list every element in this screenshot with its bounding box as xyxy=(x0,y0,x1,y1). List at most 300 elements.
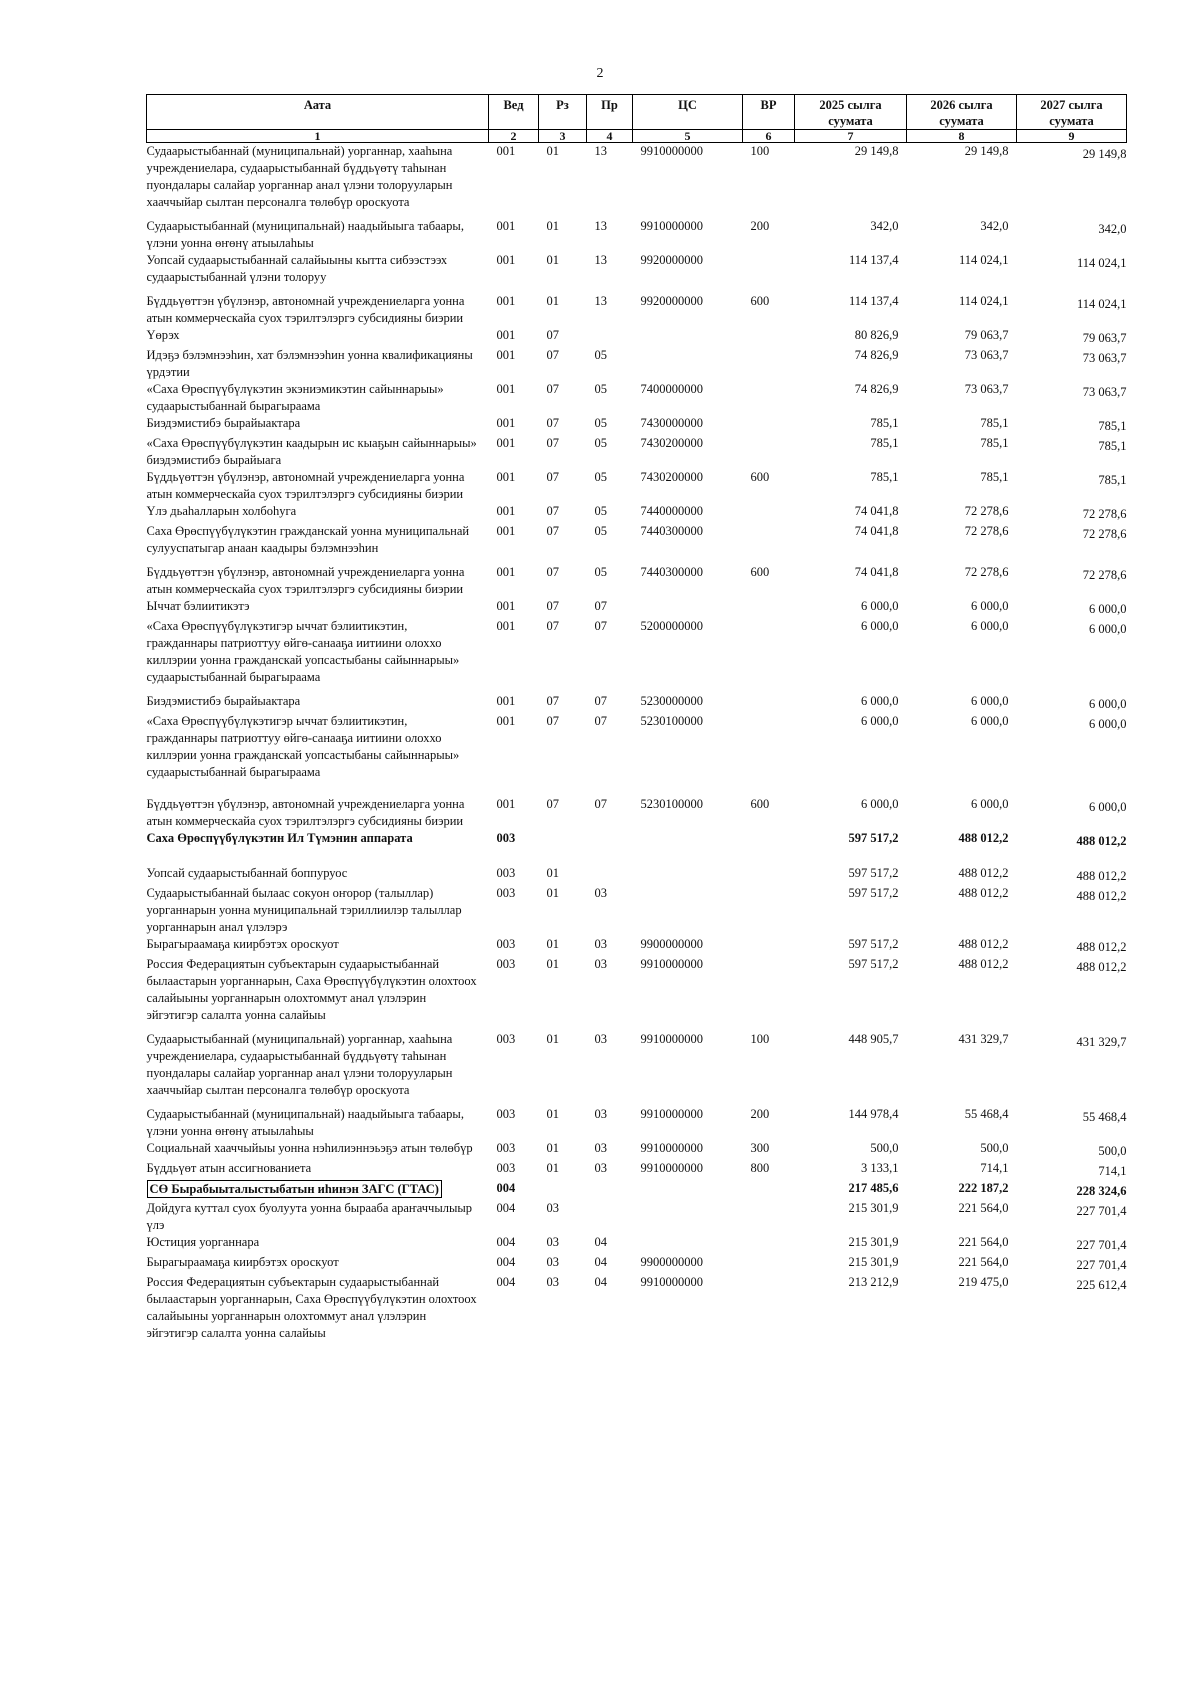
row-vr xyxy=(743,503,795,523)
row-name: Уопсай судаарыстыбаннай боппуруос xyxy=(146,866,348,880)
row-amount-2027: 785,1 xyxy=(1098,419,1127,433)
row-rz: 03 xyxy=(546,1235,559,1249)
row-ved: 004 xyxy=(496,1201,516,1215)
row-ved: 001 xyxy=(496,599,516,613)
row-amount-2027: 228 324,6 xyxy=(1076,1184,1127,1198)
row-cs: 9910000000 xyxy=(640,1141,703,1155)
row-name: Бырагыраамаҕа киирбэтэх ороскуот xyxy=(146,937,339,951)
row-name: Юстиция уорганнара xyxy=(146,1235,260,1249)
row-ved: 001 xyxy=(496,565,516,579)
table-row xyxy=(147,936,1127,956)
table-row xyxy=(147,830,1127,865)
row-ved: 001 xyxy=(496,144,516,158)
row-name: Идэҕэ бэлэмнээһин, хат бэлэмнээһин уонна квалификацияны үрдэтии xyxy=(146,348,473,379)
row-amount-2026: 431 329,7 xyxy=(958,1032,1009,1046)
row-pr: 05 xyxy=(594,565,607,579)
table-row xyxy=(147,865,1127,885)
row-name: Судаарыстыбаннай (муниципальнай) наадыйыыга табаары, үлэни уонна өҥөнү атыылаһыы xyxy=(146,1107,464,1138)
row-amount-2025: 3 133,1 xyxy=(861,1161,899,1175)
row-ved: 001 xyxy=(496,416,516,430)
row-cs: 9910000000 xyxy=(640,1161,703,1175)
row-rz: 01 xyxy=(546,1107,559,1121)
column-number: 5 xyxy=(633,130,743,143)
table-row xyxy=(147,1274,1127,1342)
row-ved: 004 xyxy=(496,1255,516,1269)
row-cs: 9920000000 xyxy=(640,294,703,308)
row-amount-2026: 114 024,1 xyxy=(958,294,1009,308)
row-pr xyxy=(587,1180,633,1200)
table-row xyxy=(147,503,1127,523)
row-amount-2026: 72 278,6 xyxy=(964,524,1009,538)
row-amount-2027: 488 012,2 xyxy=(1076,869,1127,883)
row-rz: 07 xyxy=(546,599,559,613)
row-amount-2025: 342,0 xyxy=(870,219,899,233)
row-amount-2025: 114 137,4 xyxy=(848,294,899,308)
table-row xyxy=(147,713,1127,796)
table-row xyxy=(147,1200,1127,1234)
row-rz: 03 xyxy=(546,1201,559,1215)
table-row xyxy=(147,693,1127,713)
row-amount-2027: 114 024,1 xyxy=(1076,297,1127,311)
row-pr: 04 xyxy=(594,1235,607,1249)
row-amount-2027: 73 063,7 xyxy=(1082,351,1127,365)
row-pr: 03 xyxy=(594,1161,607,1175)
row-ved: 003 xyxy=(496,866,516,880)
row-vr xyxy=(743,435,795,469)
table-row xyxy=(147,381,1127,415)
row-amount-2025: 785,1 xyxy=(870,470,899,484)
row-rz: 07 xyxy=(546,565,559,579)
row-amount-2026: 488 012,2 xyxy=(958,886,1009,900)
row-cs: 9910000000 xyxy=(640,1032,703,1046)
table-row xyxy=(147,252,1127,293)
row-amount-2027: 55 468,4 xyxy=(1082,1110,1127,1124)
table-row xyxy=(147,618,1127,693)
row-cs xyxy=(633,885,743,936)
row-amount-2025: 500,0 xyxy=(870,1141,899,1155)
row-vr xyxy=(743,1180,795,1200)
row-amount-2027: 79 063,7 xyxy=(1082,331,1127,345)
row-amount-2025: 448 905,7 xyxy=(848,1032,899,1046)
row-amount-2027: 6 000,0 xyxy=(1089,602,1127,616)
row-amount-2025: 74 826,9 xyxy=(854,382,899,396)
row-vr xyxy=(743,713,795,796)
row-amount-2027: 714,1 xyxy=(1098,1164,1127,1178)
row-amount-2026: 221 564,0 xyxy=(958,1235,1009,1249)
row-pr: 03 xyxy=(594,957,607,971)
row-name: Судаарыстыбаннай (муниципальнай) уорганнар, хааһына учреждениелара, судаарыстыбаннай бүддьүөтү таһынан пуондалары салайар уорганнар анал үлэни толорууларын хааччыйар сылтан персоналга төлөбүр ороскуота xyxy=(146,1032,453,1097)
row-vr xyxy=(743,1200,795,1234)
table-row xyxy=(147,469,1127,503)
row-amount-2026: 6 000,0 xyxy=(971,714,1009,728)
row-name: Бүддьүөт атын ассигнованиета xyxy=(146,1161,312,1175)
header-pr: Пр xyxy=(587,95,633,130)
row-cs: 5230100000 xyxy=(640,797,703,811)
row-rz xyxy=(539,1180,587,1200)
row-vr xyxy=(743,956,795,1031)
row-ved: 004 xyxy=(496,1181,516,1195)
row-pr: 04 xyxy=(594,1275,607,1289)
row-cs: 7400000000 xyxy=(640,382,703,396)
row-amount-2026: 6 000,0 xyxy=(971,619,1009,633)
row-rz: 01 xyxy=(546,294,559,308)
row-pr: 04 xyxy=(594,1255,607,1269)
row-rz: 01 xyxy=(546,866,559,880)
row-name: Бырагыраамаҕа киирбэтэх ороскуот xyxy=(146,1255,339,1269)
row-pr: 05 xyxy=(594,348,607,362)
row-ved: 003 xyxy=(496,937,516,951)
row-vr xyxy=(743,327,795,347)
row-vr xyxy=(743,693,795,713)
row-rz: 01 xyxy=(546,957,559,971)
row-amount-2026: 219 475,0 xyxy=(958,1275,1009,1289)
row-vr xyxy=(743,598,795,618)
row-amount-2027: 6 000,0 xyxy=(1089,800,1127,814)
table-row xyxy=(147,327,1127,347)
row-pr: 05 xyxy=(594,436,607,450)
row-cs xyxy=(633,327,743,347)
row-amount-2025: 215 301,9 xyxy=(848,1235,899,1249)
row-name: Саха Өрөспүүбүлүкэтин гражданскай уонна муниципальнай сулууспатыгар анаан каадыры бэлэмнээһин xyxy=(146,524,470,555)
row-pr: 03 xyxy=(594,937,607,951)
row-rz: 01 xyxy=(546,1032,559,1046)
table-row xyxy=(147,1234,1127,1254)
row-vr: 200 xyxy=(750,219,770,233)
row-ved: 003 xyxy=(496,957,516,971)
row-vr xyxy=(743,1274,795,1342)
row-amount-2027: 488 012,2 xyxy=(1076,960,1127,974)
row-name: Бүддьүөттэн үбүлэнэр, автономнай учреждениеларга уонна атын коммерческайа суох тэрилтэлэргэ субсидияны биэрии xyxy=(146,565,465,596)
header-2027: 2027 сылга суумата xyxy=(1017,95,1127,130)
row-pr: 05 xyxy=(594,524,607,538)
header-name: Аата xyxy=(147,95,489,130)
row-amount-2027: 785,1 xyxy=(1098,473,1127,487)
table-row xyxy=(147,347,1127,381)
row-ved: 001 xyxy=(496,504,516,518)
row-amount-2025: 80 826,9 xyxy=(854,328,899,342)
row-vr: 600 xyxy=(750,565,770,579)
row-amount-2025: 215 301,9 xyxy=(848,1201,899,1215)
row-cs: 9910000000 xyxy=(640,1107,703,1121)
row-name: Саха Өрөспүүбүлүкэтин Ил Түмэнин аппарата xyxy=(146,831,413,845)
column-number: 2 xyxy=(489,130,539,143)
row-rz: 01 xyxy=(546,219,559,233)
row-amount-2027: 227 701,4 xyxy=(1076,1258,1127,1272)
row-vr xyxy=(743,415,795,435)
table-row xyxy=(147,796,1127,830)
row-pr: 05 xyxy=(594,416,607,430)
row-amount-2025: 114 137,4 xyxy=(848,253,899,267)
row-pr xyxy=(587,830,633,865)
table-header-row xyxy=(147,95,1127,130)
table-row xyxy=(147,1180,1127,1200)
table-row xyxy=(147,218,1127,252)
row-pr: 13 xyxy=(594,144,607,158)
row-amount-2025: 6 000,0 xyxy=(861,714,899,728)
row-pr: 05 xyxy=(594,504,607,518)
row-ved: 001 xyxy=(496,294,516,308)
row-amount-2025: 144 978,4 xyxy=(848,1107,899,1121)
row-amount-2027: 500,0 xyxy=(1098,1144,1127,1158)
table-row xyxy=(147,1106,1127,1140)
row-vr: 600 xyxy=(750,797,770,811)
header-vr: ВР xyxy=(743,95,795,130)
row-vr xyxy=(743,523,795,564)
header-2025: 2025 сылга суумата xyxy=(795,95,907,130)
row-pr: 07 xyxy=(594,599,607,613)
row-amount-2027: 227 701,4 xyxy=(1076,1238,1127,1252)
row-amount-2027: 342,0 xyxy=(1098,222,1127,236)
row-name: Ыччат бэлиитикэтэ xyxy=(146,599,250,613)
row-pr: 05 xyxy=(594,470,607,484)
column-number: 3 xyxy=(539,130,587,143)
row-cs xyxy=(633,1180,743,1200)
row-amount-2026: 488 012,2 xyxy=(958,831,1009,845)
row-amount-2026: 29 149,8 xyxy=(964,144,1009,158)
row-amount-2025: 217 485,6 xyxy=(848,1181,899,1195)
column-number: 9 xyxy=(1017,130,1127,143)
row-rz: 07 xyxy=(546,328,559,342)
row-cs: 9910000000 xyxy=(640,219,703,233)
column-number: 1 xyxy=(147,130,489,143)
row-pr: 13 xyxy=(594,219,607,233)
column-number: 6 xyxy=(743,130,795,143)
row-name: Бүддьүөттэн үбүлэнэр, автономнай учреждениеларга уонна атын коммерческайа суох тэрилтэлэргэ субсидияны биэрии xyxy=(146,294,465,325)
row-rz: 07 xyxy=(546,797,559,811)
row-name: СӨ Бырабыыталыстыбатын иһинэн ЗАГС (ГТАС) xyxy=(147,1180,442,1198)
row-amount-2025: 215 301,9 xyxy=(848,1255,899,1269)
row-cs: 9920000000 xyxy=(640,253,703,267)
row-pr xyxy=(587,327,633,347)
row-name: Үөрэх xyxy=(146,328,180,342)
row-cs xyxy=(633,598,743,618)
row-amount-2026: 73 063,7 xyxy=(964,382,1009,396)
row-ved: 004 xyxy=(496,1235,516,1249)
row-rz xyxy=(539,830,587,865)
row-amount-2026: 221 564,0 xyxy=(958,1255,1009,1269)
row-amount-2027: 227 701,4 xyxy=(1076,1204,1127,1218)
row-rz: 07 xyxy=(546,382,559,396)
row-name: Судаарыстыбаннай былаас сокуон оҥорор (талыллар) уорганнарын уонна муниципальнай тэриллиилэр талыллар уорганнарын анал үлэлэрэ xyxy=(146,886,462,934)
budget-table xyxy=(146,94,1127,1342)
row-vr xyxy=(743,936,795,956)
row-rz: 07 xyxy=(546,348,559,362)
row-vr xyxy=(743,347,795,381)
row-pr: 03 xyxy=(594,1141,607,1155)
row-cs: 9900000000 xyxy=(640,1255,703,1269)
row-vr xyxy=(743,618,795,693)
row-cs xyxy=(633,830,743,865)
row-amount-2027: 72 278,6 xyxy=(1082,568,1127,582)
row-name: Россия Федерациятын субъектарын судаарыстыбаннай былаастарын уорганнарын, Саха Өрөспүүбүлүкэтин олохтоох салайыыны уорганнарын олохтоммут анал үлэлэрин эйгэтигэр салалта уонна салайыы xyxy=(146,957,477,1022)
row-cs xyxy=(633,1200,743,1234)
row-vr: 100 xyxy=(750,144,770,158)
row-rz: 07 xyxy=(546,504,559,518)
row-amount-2025: 74 826,9 xyxy=(854,348,899,362)
row-amount-2026: 114 024,1 xyxy=(958,253,1009,267)
row-pr: 07 xyxy=(594,714,607,728)
row-ved: 001 xyxy=(496,253,516,267)
row-ved: 003 xyxy=(496,886,516,900)
header-rz: Рз xyxy=(539,95,587,130)
row-rz: 03 xyxy=(546,1275,559,1289)
row-name: Судаарыстыбаннай (муниципальнай) наадыйыыга табаары, үлэни уонна өҥөнү атыылаһыы xyxy=(146,219,464,250)
row-name: Уопсай судаарыстыбаннай салайыыны кытта сибээстээх судаарыстыбаннай үлэни толоруу xyxy=(146,253,448,284)
column-number-row xyxy=(147,130,1127,143)
row-amount-2026: 79 063,7 xyxy=(964,328,1009,342)
row-cs: 9910000000 xyxy=(640,144,703,158)
table-row xyxy=(147,1254,1127,1274)
row-amount-2025: 597 517,2 xyxy=(848,831,899,845)
row-pr xyxy=(587,1200,633,1234)
row-rz: 07 xyxy=(546,714,559,728)
row-ved: 001 xyxy=(496,436,516,450)
table-row xyxy=(147,956,1127,1031)
row-amount-2026: 785,1 xyxy=(980,470,1009,484)
row-amount-2025: 74 041,8 xyxy=(854,524,899,538)
row-amount-2027: 785,1 xyxy=(1098,439,1127,453)
row-amount-2025: 29 149,8 xyxy=(854,144,899,158)
row-pr: 13 xyxy=(594,253,607,267)
row-rz: 07 xyxy=(546,416,559,430)
row-ved: 001 xyxy=(496,348,516,362)
table-row xyxy=(147,143,1127,219)
row-amount-2025: 6 000,0 xyxy=(861,694,899,708)
row-name: Биэдэмистибэ бырайыактара xyxy=(146,416,301,430)
row-cs xyxy=(633,347,743,381)
row-cs: 5230100000 xyxy=(640,714,703,728)
row-name-cell xyxy=(147,1180,489,1200)
row-amount-2025: 6 000,0 xyxy=(861,797,899,811)
row-cs xyxy=(633,1234,743,1254)
row-vr: 600 xyxy=(750,470,770,484)
row-vr xyxy=(743,865,795,885)
row-rz: 07 xyxy=(546,524,559,538)
row-vr xyxy=(743,1234,795,1254)
row-amount-2026: 221 564,0 xyxy=(958,1201,1009,1215)
table-row xyxy=(147,598,1127,618)
row-ved: 001 xyxy=(496,714,516,728)
row-name: «Саха Өрөспүүбүлүкэтигэр ыччат бэлиитикэтин, гражданнары патриоттуу өйгө-санааҕа иитиини олоххо киллэрии уонна гражданскай уопсастыбаны сайыннарыы» судаарыстыбаннай бырагыраама xyxy=(146,714,460,779)
row-ved: 003 xyxy=(496,1107,516,1121)
row-amount-2027: 72 278,6 xyxy=(1082,507,1127,521)
row-amount-2026: 342,0 xyxy=(980,219,1009,233)
column-number: 7 xyxy=(795,130,907,143)
row-ved: 001 xyxy=(496,470,516,484)
row-amount-2025: 213 212,9 xyxy=(848,1275,899,1289)
row-amount-2027: 29 149,8 xyxy=(1082,147,1127,161)
row-name: Судаарыстыбаннай (муниципальнай) уорганнар, хааһына учреждениелара, судаарыстыбаннай бүддьүөтү таһынан пуондалары салайар уорганнар анал үлэни толорууларын хааччыйар сылтан персоналга төлөбүр ороскуота xyxy=(146,144,453,209)
table-row xyxy=(147,415,1127,435)
row-ved: 001 xyxy=(496,797,516,811)
row-name: Дойдуга куттал суох буолуута уонна бырааба араҥаччылыыр үлэ xyxy=(146,1201,473,1232)
row-name: «Саха Өрөспүүбүлүкэтигэр ыччат бэлиитикэтин, гражданнары патриоттуу өйгө-санааҕа иитиини олоххо киллэрии уонна гражданскай уопсастыбаны сайыннарыы» судаарыстыбаннай бырагыраама xyxy=(146,619,460,684)
row-amount-2027: 488 012,2 xyxy=(1076,834,1127,848)
header-cs: ЦС xyxy=(633,95,743,130)
row-amount-2026: 500,0 xyxy=(980,1141,1009,1155)
row-pr: 13 xyxy=(594,294,607,308)
row-vr: 600 xyxy=(750,294,770,308)
row-rz: 01 xyxy=(546,886,559,900)
row-cs xyxy=(633,865,743,885)
row-amount-2026: 488 012,2 xyxy=(958,957,1009,971)
row-amount-2025: 6 000,0 xyxy=(861,619,899,633)
row-ved: 001 xyxy=(496,524,516,538)
row-amount-2026: 6 000,0 xyxy=(971,599,1009,613)
row-vr: 100 xyxy=(750,1032,770,1046)
row-rz: 01 xyxy=(546,1141,559,1155)
row-amount-2025: 597 517,2 xyxy=(848,937,899,951)
header-2026: 2026 сылга суумата xyxy=(907,95,1017,130)
row-cs: 7430200000 xyxy=(640,470,703,484)
row-ved: 001 xyxy=(496,219,516,233)
table-row xyxy=(147,523,1127,564)
row-rz: 07 xyxy=(546,470,559,484)
row-pr: 07 xyxy=(594,619,607,633)
row-vr xyxy=(743,381,795,415)
row-amount-2027: 6 000,0 xyxy=(1089,622,1127,636)
row-pr: 03 xyxy=(594,1107,607,1121)
row-ved: 003 xyxy=(496,1161,516,1175)
row-amount-2027: 488 012,2 xyxy=(1076,940,1127,954)
row-amount-2027: 6 000,0 xyxy=(1089,717,1127,731)
row-amount-2025: 74 041,8 xyxy=(854,504,899,518)
row-vr xyxy=(743,885,795,936)
row-rz: 03 xyxy=(546,1255,559,1269)
row-rz: 07 xyxy=(546,436,559,450)
row-amount-2027: 488 012,2 xyxy=(1076,889,1127,903)
row-amount-2026: 6 000,0 xyxy=(971,694,1009,708)
table-row xyxy=(147,1160,1127,1180)
table-row xyxy=(147,435,1127,469)
row-vr: 800 xyxy=(750,1161,770,1175)
row-rz: 01 xyxy=(546,144,559,158)
row-amount-2026: 785,1 xyxy=(980,416,1009,430)
row-amount-2026: 72 278,6 xyxy=(964,565,1009,579)
row-rz: 01 xyxy=(546,937,559,951)
column-number: 8 xyxy=(907,130,1017,143)
row-amount-2027: 225 612,4 xyxy=(1076,1278,1127,1292)
table-row xyxy=(147,885,1127,936)
row-ved: 001 xyxy=(496,619,516,633)
header-ved: Вед xyxy=(489,95,539,130)
row-amount-2027: 6 000,0 xyxy=(1089,697,1127,711)
row-cs: 7440000000 xyxy=(640,504,703,518)
row-ved: 001 xyxy=(496,328,516,342)
row-amount-2026: 714,1 xyxy=(980,1161,1009,1175)
row-amount-2025: 785,1 xyxy=(870,416,899,430)
row-vr xyxy=(743,252,795,293)
row-amount-2025: 597 517,2 xyxy=(848,866,899,880)
row-ved: 004 xyxy=(496,1275,516,1289)
table-row xyxy=(147,1140,1127,1160)
row-name: Үлэ дьаһалларын холбоһуга xyxy=(146,504,297,518)
row-pr: 07 xyxy=(594,797,607,811)
row-vr: 200 xyxy=(750,1107,770,1121)
row-amount-2026: 6 000,0 xyxy=(971,797,1009,811)
row-ved: 003 xyxy=(496,1032,516,1046)
row-rz: 07 xyxy=(546,694,559,708)
row-vr: 300 xyxy=(750,1141,770,1155)
row-ved: 001 xyxy=(496,382,516,396)
row-amount-2027: 73 063,7 xyxy=(1082,385,1127,399)
row-pr: 07 xyxy=(594,694,607,708)
row-name: Бүддьүөттэн үбүлэнэр, автономнай учреждениеларга уонна атын коммерческайа суох тэрилтэлэргэ субсидияны биэрии xyxy=(146,797,465,828)
page-number: 2 xyxy=(596,66,604,81)
row-name: Биэдэмистибэ бырайыактара xyxy=(146,694,301,708)
row-ved: 003 xyxy=(496,831,516,845)
row-vr xyxy=(743,830,795,865)
